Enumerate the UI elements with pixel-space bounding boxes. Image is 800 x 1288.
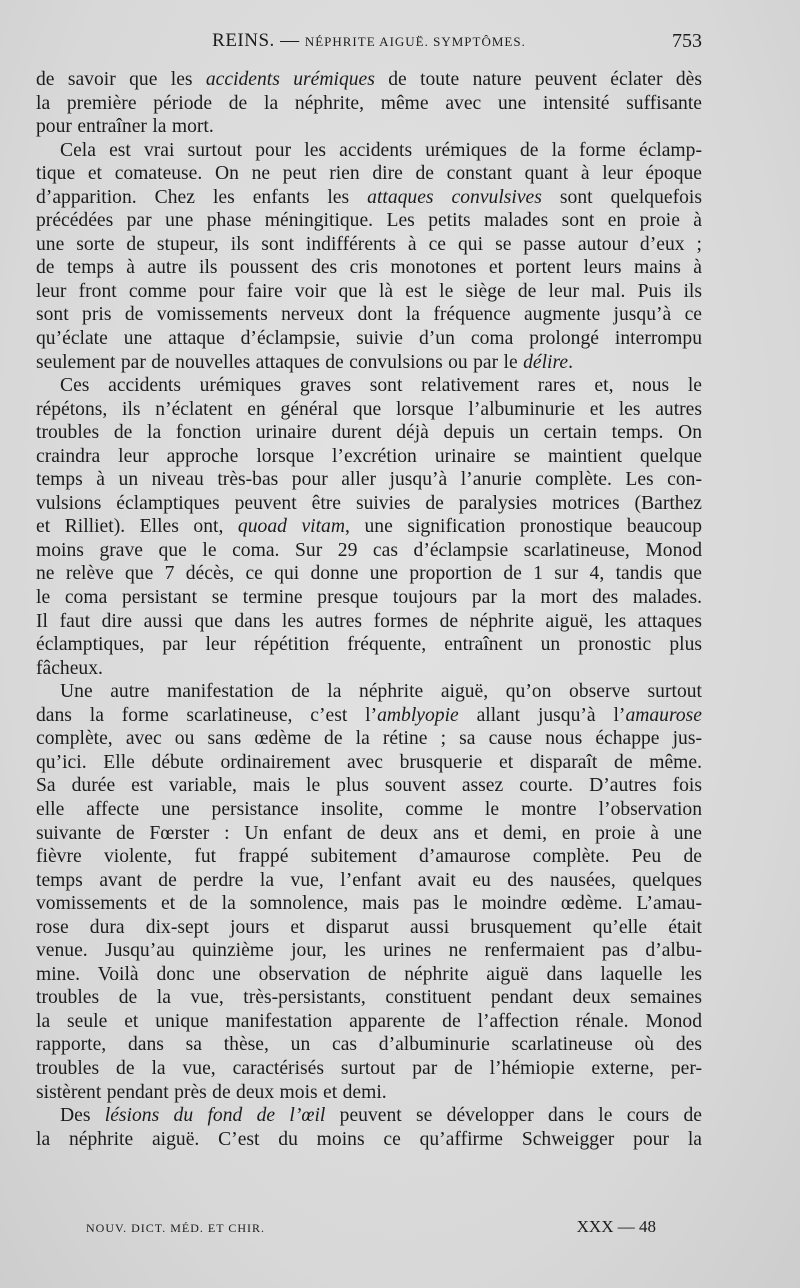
text-line [36,374,702,398]
text-line [36,327,702,351]
text-line [36,822,702,846]
text-span: tique et comateuse. On ne peut rien dire de constant quant à leur époque [36,163,702,185]
text-span: , une signification pronostique beaucoup [345,516,702,538]
body-text [36,68,702,1151]
text-span: qu’éclate une attaque d’éclampsie, suivie d’un coma prolongé interrompu [36,328,702,350]
italic-phrase: attaques convulsives [367,186,542,208]
text-line [36,445,702,469]
text-line [36,515,702,539]
text-line [36,586,702,610]
text-line [36,916,702,940]
text-line [36,1010,702,1034]
text-line [36,398,702,422]
text-line [36,986,702,1010]
text-span: fâcheux. [36,657,103,679]
text-line [36,421,702,445]
text-span: ne relève que 7 décès, ce qui donne une proportion de 1 sur 4, tandis que [36,563,702,585]
text-span: qu’ici. Elle débute ordinairement avec brusquerie et disparaît de même. [36,751,702,773]
text-line [36,68,702,92]
text-span: le coma persistant se termine presque toujours par la mort des malades. [36,587,702,609]
page-number: 753 [672,30,702,52]
text-span: complète, avec ou sans œdème de la rétine ; sa cause nous échappe jus- [36,728,702,750]
italic-phrase: amaurose [625,704,702,726]
text-span: troubles de la fonction urinaire durent déjà depuis un certain temps. On [36,422,702,444]
text-line [36,468,702,492]
text-span: de savoir que les [36,69,206,90]
text-line [36,798,702,822]
text-span: leur front comme pour faire voir que là est le siège de leur mal. Puis ils [36,280,702,302]
text-line [36,280,702,304]
text-span: sont quelquefois [541,186,702,208]
italic-phrase: lésions du fond de l’œil [104,1105,326,1127]
footer-sheet-number: XXX — 48 [576,1217,656,1236]
text-span: vomissements et de la somnolence, mais pas le moindre œdème. L’amau- [36,893,702,915]
text-line [36,92,702,116]
text-span: Il faut dire aussi que dans les autres formes de néphrite aiguë, les attaques [36,610,702,632]
text-span: mine. Voilà donc une observation de néphrite aiguë dans laquelle les [36,963,702,985]
text-span: de toute nature peuvent éclater dès [374,69,702,90]
text-span: rose dura dix-sept jours et disparut aussi brusquement qu’elle était [36,916,702,938]
text-line [36,186,702,210]
text-span: Cela est vrai surtout pour les accidents urémiques de la forme éclamp- [60,139,702,161]
text-span: Une autre manifestation de la néphrite aiguë, qu’on observe surtout [60,681,702,703]
text-span: troubles de la vue, très-persistants, constituent pendant deux semaines [36,987,702,1009]
text-line [36,1033,702,1057]
text-span: sont pris de vomissements nerveux dont la fréquence augmente jusqu’à ce [36,304,702,326]
text-line [36,562,702,586]
text-line [36,1128,702,1152]
text-span: . [568,351,573,373]
text-line [36,610,702,634]
text-span: craindra leur approche lorsque l’excrétion urinaire se maintient quelque [36,445,702,467]
text-span: une sorte de stupeur, ils sont indifférents à ce qui se passe autour d’eux ; [36,233,702,255]
text-line [36,351,702,375]
footer-signature: NOUV. DICT. MÉD. ET CHIR. [86,1221,266,1235]
text-line [36,162,702,186]
italic-phrase: accidents urémiques [205,69,375,90]
text-line [36,539,702,563]
page-footer [86,1217,656,1241]
page-header [36,30,702,60]
text-line [36,233,702,257]
text-span: fièvre violente, fut frappé subitement d’amaurose complète. Peu de [36,846,702,868]
italic-phrase: délire [523,351,569,373]
text-line [36,256,702,280]
text-line [36,845,702,869]
running-head-section: REINS. [212,30,275,51]
text-line [36,657,702,681]
text-line [36,774,702,798]
text-span: répétons, ils n’éclatent en général que lorsque l’albuminurie et les autres [36,398,702,420]
text-line [36,1081,702,1105]
text-line [36,751,702,775]
text-span: Ces accidents urémiques graves sont relativement rares et, nous le [60,375,702,397]
text-span: venue. Jusqu’au quinzième jour, les urines ne renfermaient pas d’albu- [36,940,702,962]
text-span: éclamptiques, par leur répétition fréquente, entraînent un pronostic plus [36,634,702,656]
text-span: moins grave que le coma. Sur 29 cas d’éclampsie scarlatineuse, Monod [36,539,702,561]
text-span: allant jusqu’à l’ [458,704,626,726]
text-line [36,680,702,704]
text-line [36,115,702,139]
text-span: peuvent se développer dans le cours de [325,1105,702,1127]
running-head-dash: — [280,30,300,51]
text-line [36,303,702,327]
text-span: la néphrite aiguë. C’est du moins ce qu’affirme Schweigger pour la [36,1128,702,1150]
text-line [36,139,702,163]
text-line [36,1057,702,1081]
text-span: la première période de la néphrite, même avec une intensité suffisante [36,92,702,114]
text-span: précédées par une phase méningitique. Les petits malades sont en proie à [36,210,702,232]
text-line [36,727,702,751]
text-span: de temps à autre ils poussent des cris monotones et portent leurs mains à [36,257,702,279]
text-span: pour entraîner la mort. [36,116,214,138]
text-span: temps avant de perdre la vue, l’enfant avait eu des nausées, quelques [36,869,702,891]
text-span: Des [60,1105,105,1127]
italic-phrase: quoad vitam [237,516,346,538]
text-span: et Rilliet). Elles ont, [36,516,238,538]
text-line [36,869,702,893]
text-span: dans la forme scarlatineuse, c’est l’ [36,704,378,726]
text-span: elle affecte une persistance insolite, comme le montre l’observation [36,798,702,820]
text-span: troubles de la vue, caractérisés surtout par de l’hémiopie externe, per- [36,1057,702,1079]
text-line [36,209,702,233]
text-span: la seule et unique manifestation apparente de l’affection rénale. Monod [36,1010,702,1032]
text-line [36,704,702,728]
text-span: sistèrent pendant près de deux mois et demi. [36,1081,387,1103]
text-span: Sa durée est variable, mais le plus souvent assez courte. D’autres fois [36,775,702,797]
text-line [36,939,702,963]
text-span: d’apparition. Chez les enfants les [36,186,368,208]
running-head-subject: NÉPHRITE AIGUË. SYMPTÔMES. [304,34,526,49]
text-line [36,1104,702,1128]
running-head [36,30,702,52]
text-line [36,492,702,516]
text-line [36,633,702,657]
text-line [36,963,702,987]
text-span: temps à un niveau très-bas pour aller jusqu’à l’anurie complète. Les con- [36,469,702,491]
text-line [36,892,702,916]
text-span: vulsions éclamptiques peuvent être suivies de paralysies motrices (Barthez [36,492,702,514]
text-span: seulement par de nouvelles attaques de convulsions ou par le [36,351,524,373]
italic-phrase: amblyopie [377,704,459,726]
text-span: rapporte, dans sa thèse, un cas d’albuminurie scarlatineuse où des [36,1034,702,1056]
text-span: suivante de Fœrster : Un enfant de deux ans et demi, en proie à une [36,822,702,844]
